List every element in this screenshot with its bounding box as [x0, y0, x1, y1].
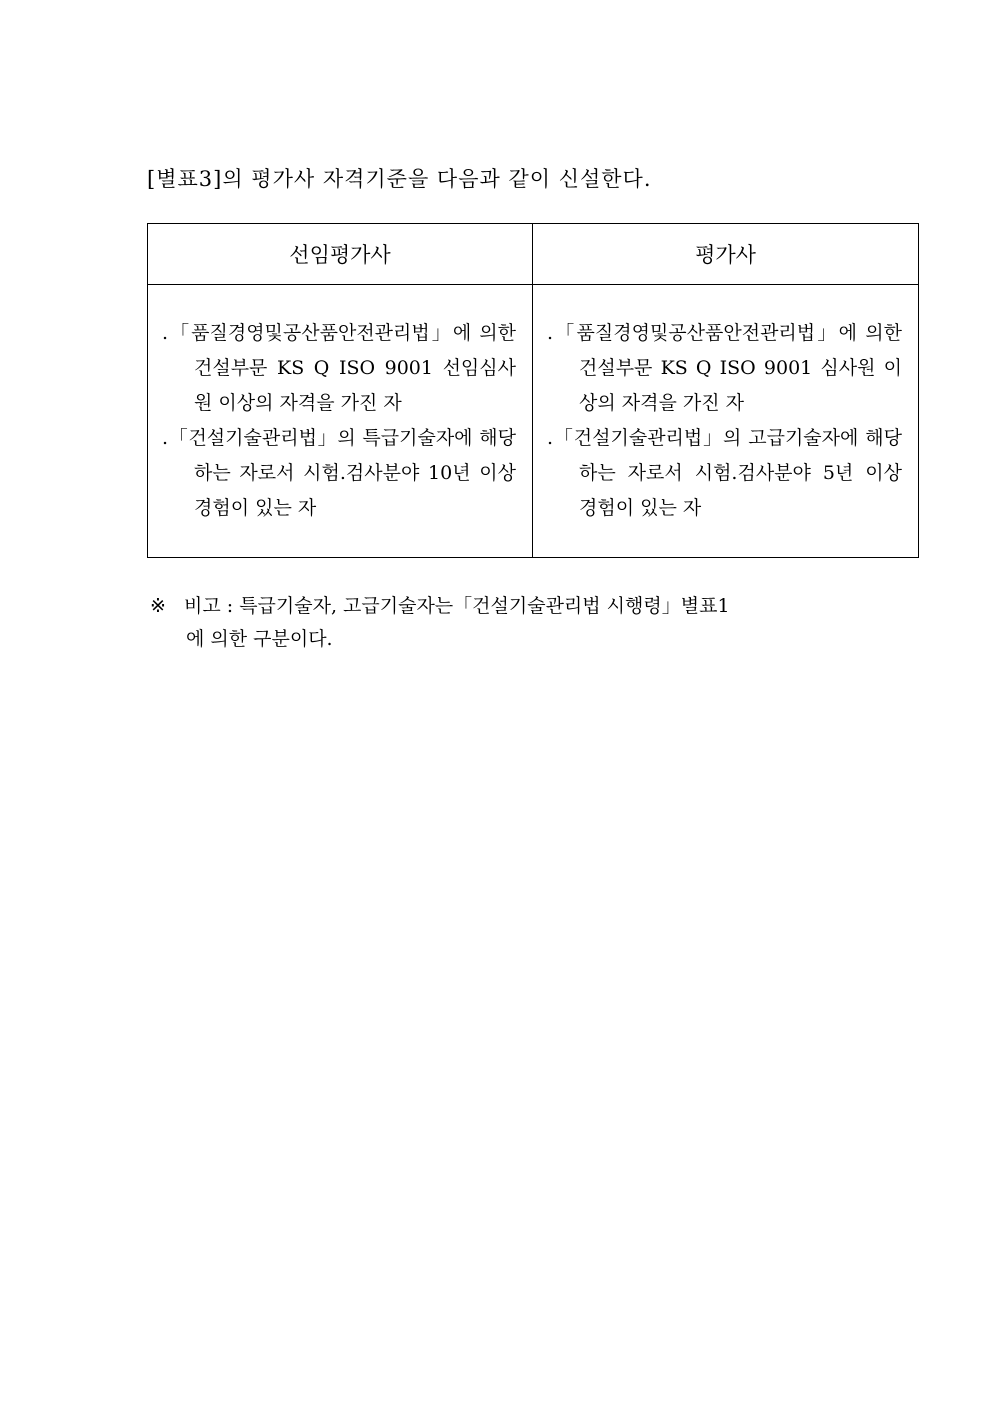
- evaluator-criteria-cell: [533, 285, 919, 558]
- senior-evaluator-criteria-cell: [148, 285, 533, 558]
- remark-line-2: 에 의한 구분이다.: [186, 628, 333, 650]
- qualification-table: [147, 223, 919, 558]
- intro-text: [별표3]의 평가사 자격기준을 다음과 같이 신설한다.: [147, 167, 652, 191]
- table-row: [148, 285, 919, 558]
- reference-mark: ※: [150, 595, 166, 617]
- remark-line-1: 비고 : 특급기술자, 고급기술자는「건설기술관리법 시행령」별표1: [184, 595, 730, 617]
- table-header-row: [148, 224, 919, 285]
- senior-criterion-2: .「건설기술관리법」의 특급기술자에 해당하는 자로서 시험.검사분야 10년 이상 경험이 있는 자: [162, 427, 516, 519]
- senior-criterion-1: .「품질경영및공산품안전관리법」에 의한 건설부문 KS Q ISO 9001 선임심사원 이상의 자격을 가진 자: [162, 322, 516, 414]
- evaluator-criterion-2: .「건설기술관리법」의 고급기술자에 해당하는 자로서 시험.검사분야 5년 이상 경험이 있는 자: [547, 427, 902, 519]
- remark-note: [150, 590, 890, 656]
- header-evaluator: 평가사: [533, 224, 919, 285]
- header-senior-evaluator: 선임평가사: [148, 224, 533, 285]
- evaluator-criterion-1: .「품질경영및공산품안전관리법」에 의한 건설부문 KS Q ISO 9001 심사원 이상의 자격을 가진 자: [547, 322, 902, 414]
